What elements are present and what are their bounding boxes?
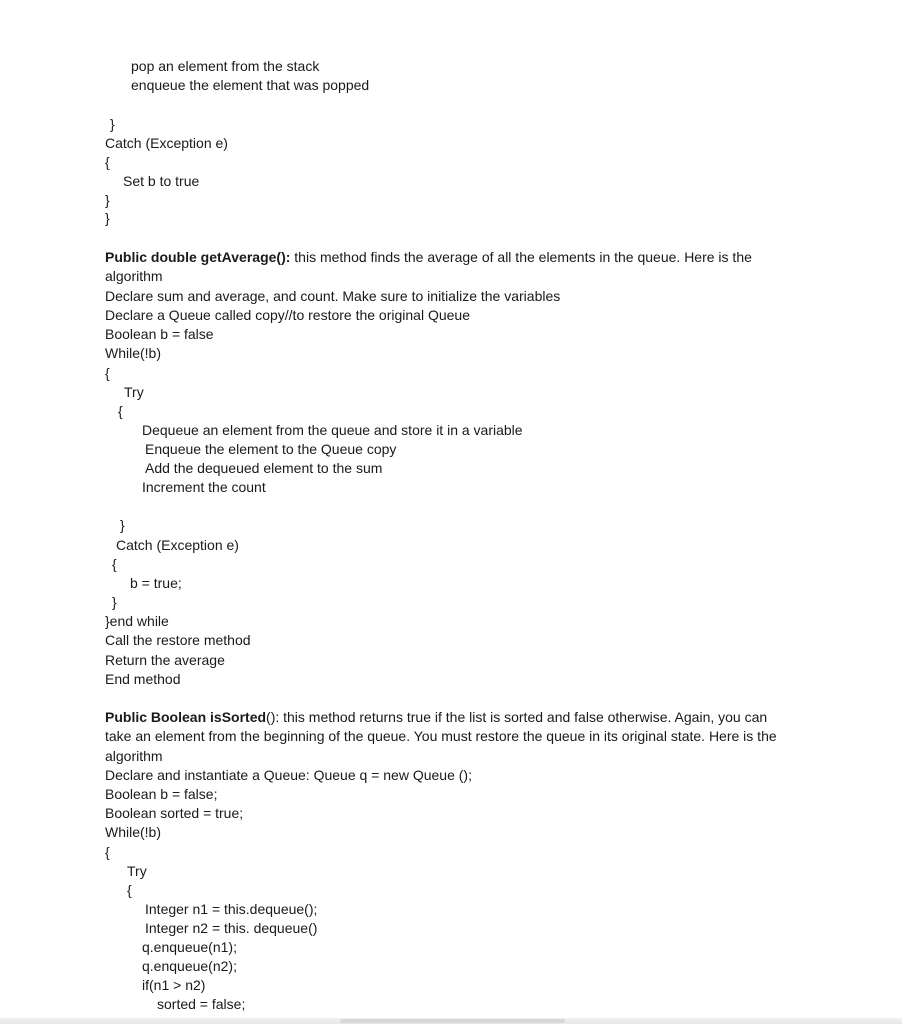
text-line: } [120,517,125,533]
text-line: Declare sum and average, and count. Make sure to initialize the variables [105,288,561,304]
text-line: } [105,192,110,208]
text-line: sorted = false; [157,996,246,1012]
text-line: { [118,403,123,419]
text-line: q.enqueue(n2); [142,958,237,974]
text-line: Try [124,384,144,400]
horizontal-scrollbar[interactable] [340,1019,565,1023]
text-line: Add the dequeued element to the sum [145,460,383,476]
text-line: { [105,154,110,170]
text-line: Boolean b = false; [105,786,218,802]
text-line: pop an element from the stack [131,58,320,74]
is-sorted-description [105,708,785,766]
is-sorted-signature: Public Boolean isSorted [105,709,267,725]
text-line: if(n1 > n2) [142,977,206,993]
text-line: Integer n1 = this.dequeue(); [145,901,318,917]
text-line: Catch (Exception e) [105,135,228,151]
text-line: Try [127,863,147,879]
text-line: Boolean sorted = true; [105,805,244,821]
text-line: While(!b) [105,345,162,361]
text-line: } [110,116,115,132]
text-line: Boolean b = false [105,326,214,342]
text-line: Return the average [105,652,225,668]
text-line: { [127,882,132,898]
text-line: Set b to true [123,173,200,189]
get-average-signature: Public double getAverage(): [105,249,291,265]
text-line: Call the restore method [105,632,251,648]
text-line: Catch (Exception e) [116,537,239,553]
text-line: } [112,594,117,610]
text-line: Enqueue the element to the Queue copy [145,441,397,457]
text-line: End method [105,671,181,687]
text-line: { [105,844,110,860]
text-line: While(!b) [105,824,162,840]
get-average-description [105,248,795,287]
text-line: Integer n2 = this. dequeue() [145,920,318,936]
is-sorted-summary: (): this method returns true if the list is sorted and false otherwise. Again, you can take an element from the beginning of the queue. You must restore the queue in its original state. Here is the algorithm [105,709,777,764]
text-line: Increment the count [142,479,266,495]
get-average-summary: this method finds the average of all the elements in the queue. Here is the algorithm [105,249,752,285]
text-line: q.enqueue(n1); [142,939,237,955]
text-line: { [112,556,117,572]
text-line: Dequeue an element from the queue and store it in a variable [142,422,523,438]
text-line: }end while [105,613,169,629]
page-bottom-edge [0,1018,902,1024]
text-line: enqueue the element that was popped [131,77,370,93]
text-line: { [105,365,110,381]
text-line: } [105,210,110,226]
text-line: Declare and instantiate a Queue: Queue q = new Queue (); [105,767,472,783]
text-line: b = true; [130,575,182,591]
text-line: Declare a Queue called copy//to restore the original Queue [105,307,470,323]
